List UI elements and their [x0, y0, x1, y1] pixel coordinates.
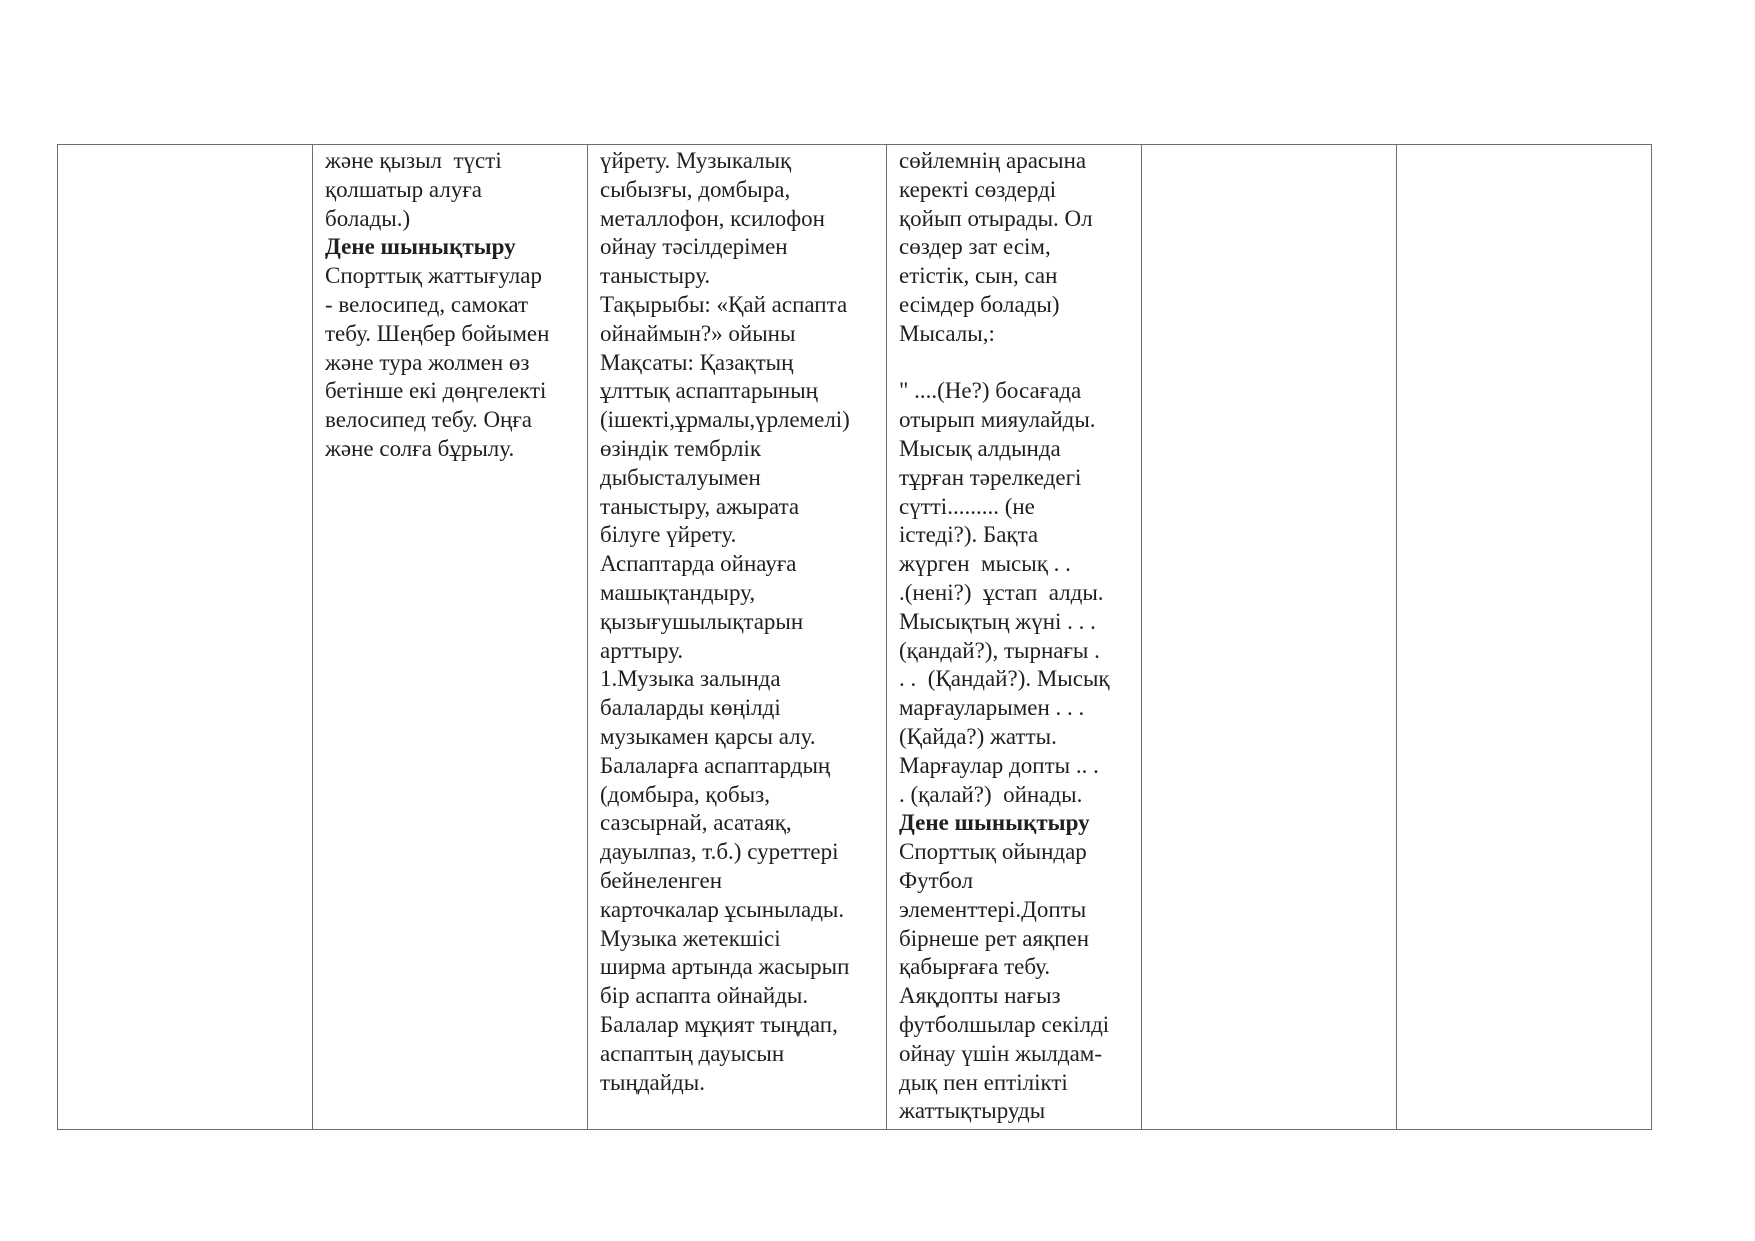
table-cell-3 [588, 145, 887, 1130]
cell-4-heading: Дене шынықтыру [899, 810, 1090, 836]
cell-2-heading: Дене шынықтыру [325, 234, 516, 260]
table-row [58, 145, 1652, 1130]
table-cell-6 [1397, 145, 1652, 1130]
cell-3-body-text: үйрету. Музыкалық сыбызғы, домбыра, металлофон, ксилофон ойнау тәсілдерімен таныстыру. Тақырыбы: «Қай аспапта ойнаймын?» ойыны Мақсаты: Қазақтың ұлттық аспаптарының (ішекті,ұрмалы,үрлемелі) өзіндік тембрлік дыбысталуымен таныстыру, ажырата білуге үйрету. Аспаптарда ойнауға машықтандыру, қызығушылықтарын арттыру. 1.Музыка залында балаларды көңілді музыкамен қарсы алу. Балаларға аспаптардың (домбыра, қобыз, сазсырнай, асатаяқ, дауылпаз, т.б.) суреттері бейнеленген карточкалар ұсынылады. Музыка жетекшісі ширма артында жасырып бір аспапта ойнайды. Балалар мұқият тыңдап, аспаптың дауысын тыңдайды. [600, 148, 850, 1095]
cell-4-tail-text: Спорттық ойындар Футбол элементтері.Допты бірнеше рет аяқпен қабырғаға тебу. Аяқдопты нағыз футболшылар секілді ойнау үшін жылдам- дық пен ептілікті жаттықтыруды [899, 839, 1110, 1124]
lesson-plan-table [57, 144, 1652, 1130]
cell-2-body-text: Спорттық жаттығулар - велосипед, самокат тебу. Шеңбер бойымен және тура жолмен өз бетінше екі дөңгелекті велосипед тебу. Оңға және солға бұрылу. [325, 263, 550, 461]
table-cell-4 [887, 145, 1142, 1130]
table-cell-2 [313, 145, 588, 1130]
table-cell-5 [1142, 145, 1397, 1130]
cell-4-body-text: сөйлемнің арасына керекті сөздерді қойып отырады. Ол сөздер зат есім, етістік, сын, сан есімдер болады) Мысалы,: " ....(Не?) босағада отырып мияулайды. Мысық алдында тұрған тәрелкедегі сүтті......... (не істеді?). Бақта жүрген мысық . . .(нені?) ұстап алды. Мысықтың жүні . . . (қандай?), тырнағы . . . (Қандай?). Мысық марғауларымен . . . (Қайда?) жатты. Марғаулар допты .. . . (қалай?) ойнады. [899, 148, 1110, 807]
table-cell-1 [58, 145, 313, 1130]
cell-2-intro-text: және қызыл түсті қолшатыр алуға болады.) [325, 148, 502, 231]
